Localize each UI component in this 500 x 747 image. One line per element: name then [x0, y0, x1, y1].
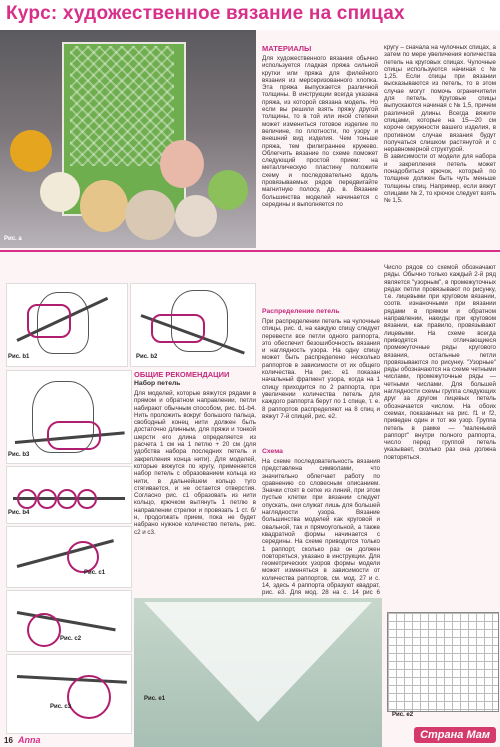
caption-fig-b2: Рис. b2 [136, 354, 158, 360]
general-heading: ОБЩИЕ РЕКОМЕНДАЦИИ [134, 370, 230, 379]
lace-pattern [70, 46, 174, 166]
yarn-photo [0, 30, 256, 248]
yarn-ring [67, 675, 111, 719]
caption-fig-e1: Рис. e1 [144, 696, 166, 702]
lace-photo-e1 [134, 598, 382, 747]
site-logo: Страна Мам [414, 727, 496, 743]
page-number: 16 [4, 736, 13, 745]
diagram-c3 [6, 654, 132, 734]
scheme-heading: Схема [262, 448, 283, 455]
pattern-grid-e2 [387, 612, 499, 712]
caption-fig-e2: Рис. e2 [392, 712, 414, 718]
materials-text: Для художественного вязания обычно используется гладкая пряжа сильной крутки или пряжа для филейного вязания из мерсеризованного хлопка. Эта пряжа выпускается различной толщины. В инструкции всегда указана пряжа, из которой связана модель. Но если вы решили взять пряжу другой толщины, то в той или иной степени может измениться готовое изделие по величине, по плотности, по узору и внешний вид изделия. Чем тоньше пряжа, тем филиграннее кружево. Облегчить вязание по схеме поможет следующий простой прием: на металлическую пластину положите схему и последовательно вдоль провязываемых рядов передвигайте магнитную полосу, др. в. Вязание большинства моделей начинается с середины и выполняется по [262, 55, 378, 208]
yarn-ball-yellow [10, 130, 52, 172]
diagram-c1 [6, 526, 132, 588]
caption-fig-c1: Рис. c1 [84, 570, 106, 576]
yarn-ball-ivory [40, 172, 80, 212]
diagram-b3 [6, 370, 132, 464]
yarn-loop [57, 489, 77, 509]
general-text: Для моделей, которые вяжутся рядами в прямом и обратном направлении, петли набирают обычным способом, рис. b1-b4. Нить проложить вокруг большого пальца, свободный конец нити должен быть достаточно длинным, для пряжи и тонкой шерсти его длина определяется из расчета 1 см на 1 петлю + 20 см (для удобства набора последних петель и закрепления конца нити). Для моделей, которые вяжутся по кругу, применяется набор петель с образованием кольца из нити, в дальнейшем кольцо туго стягивается, и не остается отверстия. Согласно рис. c1 образовать из нити кольцо, крючком вытянуть 1 петлю в направлении стрелки и провязать 1 ст. б/н, продолжать прием, пока не будет набрано нужное количество петель, рис. c2 и c3. [134, 390, 256, 536]
yarn-loop [77, 489, 97, 509]
caption-fig-b4: Рис. b4 [8, 510, 30, 516]
yarn-ring [27, 613, 61, 647]
scheme-text: На схеме последовательность вязания представлена символами, что значительно облегчает работу по сравнению со словесным описанием. Значки стоят в сетке из линий, при этом пустые клетки при вязании следует опускать, они служат лишь для большей наглядности узора. Вязание большинства моделей как круговой и овальной, так и прямоугольной, а также квадратной формы начинается с середины. На схеме приводится только 1 раппорт, сколько раз он должен повторяться, указано в инструкции. Для геометрических узоров формы модели может изменяться в зависимости от количества раппортов, см. мод. 27 и с. 14, здесь 4 раппорта образуют квадрат, рис. e3. Для мод. 28 на с. 14 рис 6 [262, 458, 380, 597]
caption-fig-a: Рис. a [4, 236, 22, 242]
diagram-c2 [6, 590, 132, 652]
caption-fig-b1: Рис. b1 [8, 354, 30, 360]
col3-bottom-text: Число рядов со схемой обозначают ряды. Обычно только каждый 2-й ряд является "узорным", в промежуточных рядах петли провязывают по рисунку, т.е. лицевыми при круговом вязании, соотв. изнаночными при вязании рядами в прямом и обратном направлении, накиды при круговом вязании, как правило, провязывают лицевыми. На схеме всегда приводятся отличающиеся промежуточные ряды кругового вязания, остальные петли провязываются по рисунку. "Узорные" ряды обозначаются на схеме четными числами, промежуточные ряды — четными числами. Для большей наглядности схемы группа следующих друг за другом лицевых петель обозначается числом. На обоих схемах, показанных на рис. f1 и f2, приведен один и тот же узор. Группа петель в рамке — "маленький раппорт" внутри полного раппорта, число перед группой петель указывает, сколько раз она должна повторяться. [384, 264, 496, 461]
yarn-loop [151, 314, 205, 343]
yarn-loop [17, 489, 37, 509]
lace-triangle [144, 602, 372, 722]
yarn-ball-green [208, 170, 248, 210]
general-subheading: Набор петель [134, 380, 181, 387]
yarn-loop [37, 489, 57, 509]
caption-fig-c3: Рис. c3 [50, 704, 72, 710]
yarn-ball-cream [125, 190, 175, 240]
col3-top-text: кругу – сначала на чулочных спицах, а затем по мере увеличения количества петель на круговых спицах. Чулочные спицы используются начиная с № 1,25. Если спицы при вязании высказываются из петель, то в этом случае могут помочь ограничители для петель. Круговые спицы выпускаются начиная с № 1,5, причем различной длины. Всегда вяжите спицами, которые на 15—20 см короче окружности вашего изделия, в противном случае вязания будут получаться слишком растянутой и с неравномерной структурой. В зависимости от модели для набора и закрепления петель может понадобиться крючок, который по толщине должен быть чуть меньше толщины спиц. Например, если вяжут спицами № 2, то крючок следует взять № 1,5. [384, 44, 496, 205]
brand-name: Anna [18, 735, 41, 745]
distribution-heading: Распределение петель [262, 308, 340, 315]
section-divider [0, 250, 500, 252]
yarn-ball-peach [160, 140, 204, 188]
yarn-ring [67, 541, 99, 573]
distribution-text: При распределении петель на чулочные спицы, рис. d, на каждую спицу следует перевести все петли одного раппорта, это обеспечит безошибочность вязания и наглядность узора. На одну спицу может быть распределено несколько раппортов в зависимости от их общего количества. На рис. e1 показан начальный фрагмент узора, когда на 1 спицу приходится по 2 раппорта, при увеличении количества петель для каждого раппорта берут по 1 спице, т. е. 8 раппортов распределяют на 8 спиц и вяжут 7-й спицей, рис. e2. [262, 318, 380, 420]
yarn-ball-beige [80, 180, 128, 232]
caption-fig-b3: Рис. b3 [8, 452, 30, 458]
page-title: Курс: художественное вязание на спицах [6, 3, 405, 24]
yarn-loop [27, 304, 71, 338]
crochet-hook [17, 539, 114, 568]
yarn-loop [47, 421, 101, 450]
materials-heading: МАТЕРИАЛЫ [262, 44, 312, 53]
caption-fig-c2: Рис. c2 [60, 636, 82, 642]
